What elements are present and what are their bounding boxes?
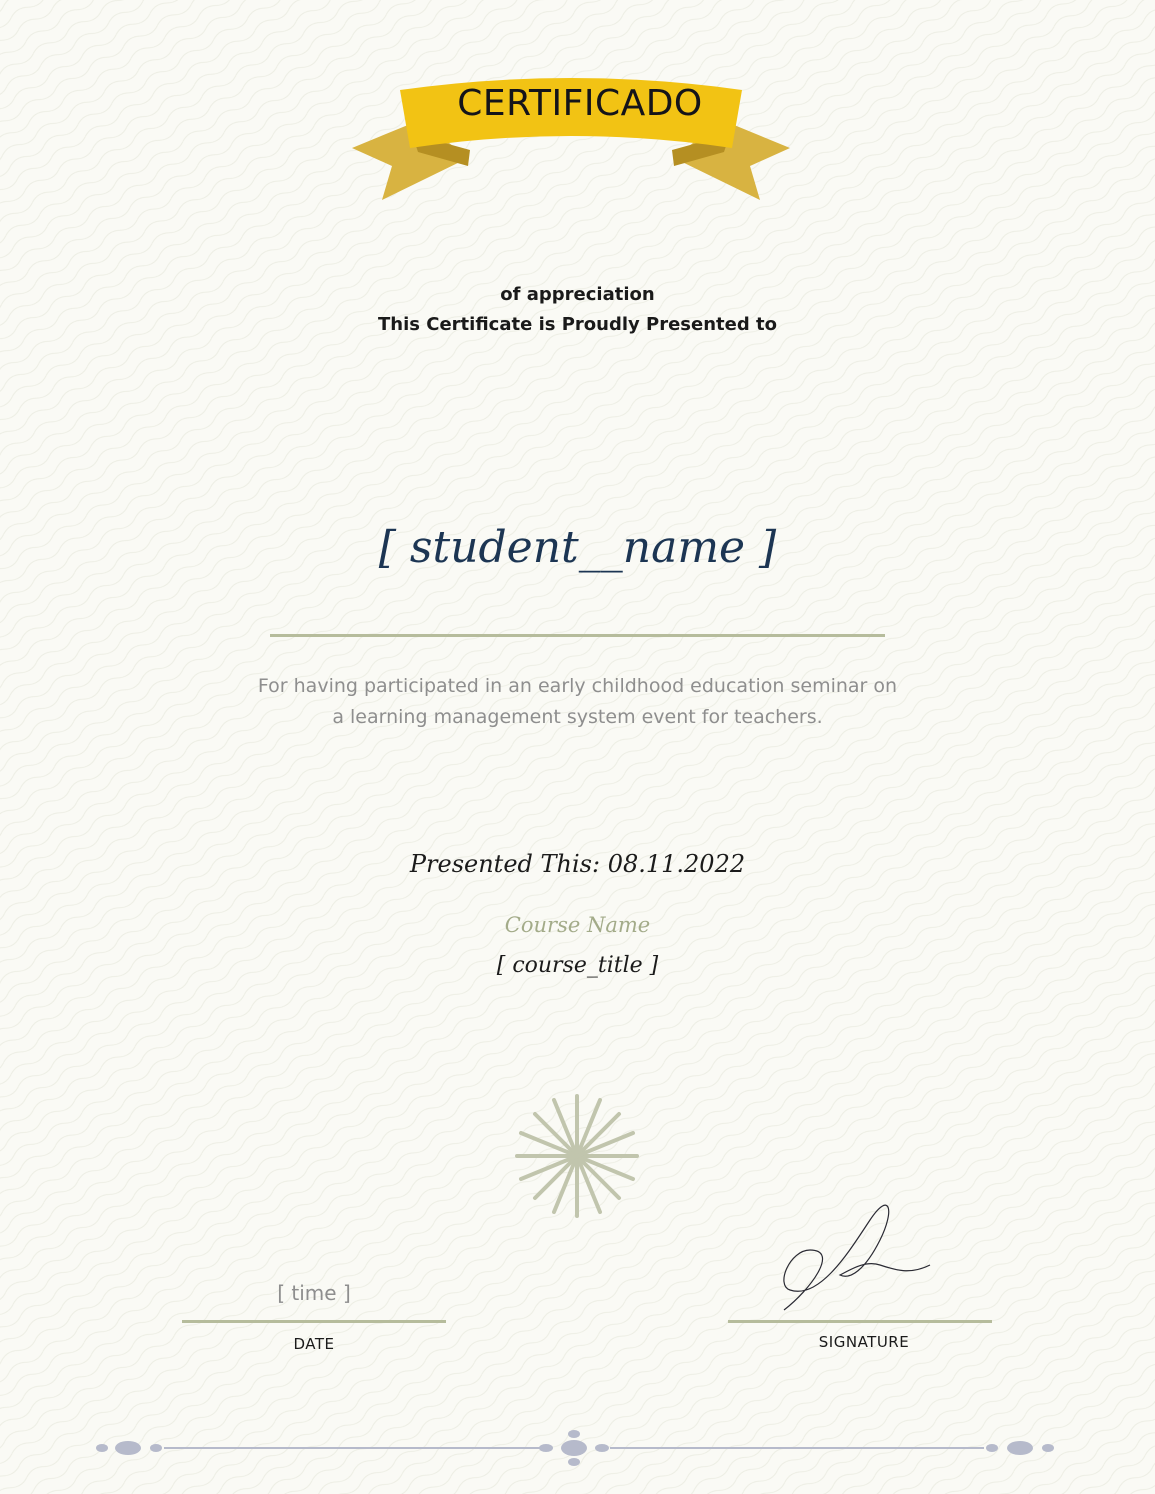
signature-label: SIGNATURE — [818, 1333, 910, 1351]
name-underline — [270, 634, 885, 637]
certificate-title: CERTIFICADO — [457, 83, 703, 124]
presented-date: Presented This: 08.11.2022 — [409, 850, 746, 878]
subtitle-presented-to: This Certificate is Proudly Presented to — [378, 314, 777, 335]
subtitle-appreciation: of appreciation — [500, 284, 655, 305]
student-name: [ student__name ] — [378, 522, 777, 573]
signature-line — [728, 1320, 992, 1323]
course-name-label: Course Name — [504, 913, 651, 937]
description-line-1: For having participated in an early childhood education seminar on — [257, 675, 898, 697]
starburst-icon — [515, 1094, 639, 1218]
description-line-2: a learning management system event for teachers. — [332, 706, 823, 728]
date-label: DATE — [293, 1335, 335, 1353]
signature-drawing — [770, 1190, 940, 1315]
course-title: [ course_title ] — [496, 953, 659, 978]
ornament-divider — [90, 1428, 1065, 1468]
date-line — [182, 1320, 446, 1323]
date-value: [ time ] — [277, 1281, 351, 1305]
